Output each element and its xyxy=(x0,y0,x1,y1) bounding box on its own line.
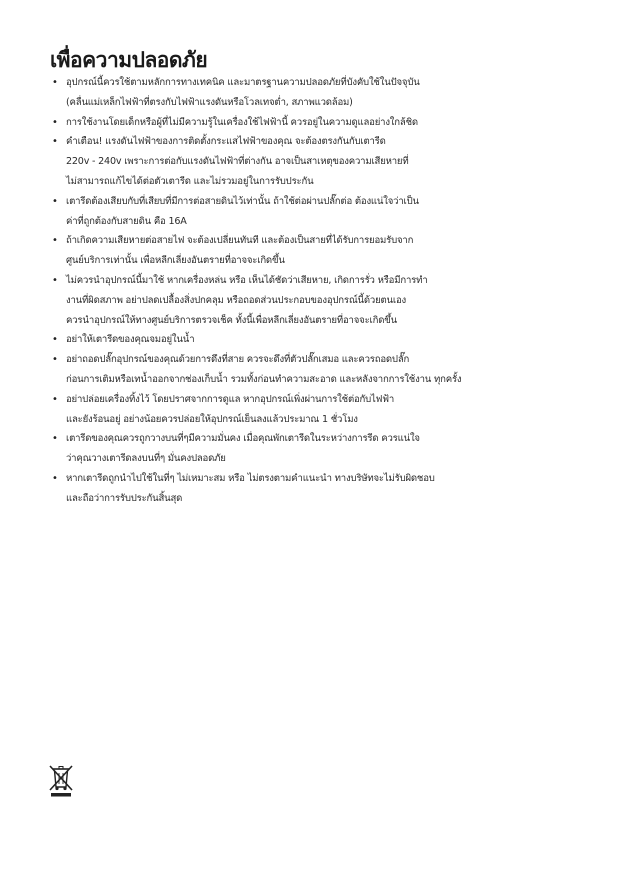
list-item-text-line: เตารีดต้องเสียบกับที่เสียบที่มีการต่อสายดินไว้เท่านั้น ถ้าใช้ต่อผ่านปลั๊กต่อ ต้องแน่ใจว่าเป็น xyxy=(66,195,419,207)
safety-instructions-list xyxy=(50,73,570,509)
bullet-icon: • xyxy=(52,354,58,366)
bullet-icon: • xyxy=(52,77,58,88)
list-item-text-line: อย่าปล่อยเครื่องทิ้งไว้ โดยปราศจากการดูแล หากอุปกรณ์เพิ่งผ่านการใช้ต่อกับไฟฟ้า xyxy=(66,393,395,405)
list-item xyxy=(50,132,570,191)
page-title: เพื่อความปลอดภัย xyxy=(50,48,208,72)
list-item-text-line: อย่าถอดปลั๊กอุปกรณ์ของคุณด้วยการดึงที่สาย ควรจะดึงที่ตัวปลั๊กเสมอ และควรถอดปลั๊ก xyxy=(66,354,410,366)
bullet-icon: • xyxy=(52,116,58,128)
list-item-text-line: ควรนำอุปกรณ์ให้ทางศูนย์บริการตรวจเช็ค ทั้งนี้เพื่อหลีกเลี่ยงอันตรายที่อาจจะเกิดขึ้น xyxy=(66,314,397,326)
list-item-text-line: ว่าคุณวางเตารีดลงบนที่ๆ มั่นคงปลอดภัย xyxy=(66,453,226,465)
list-item-text-line: งานที่ผิดสภาพ อย่าปลดเปลื้องสิ่งปกคลุม หรือถอดส่วนประกอบของอุปกรณ์นี้ด้วยตนเอง xyxy=(66,294,407,306)
bullet-icon: • xyxy=(52,472,58,484)
list-item-text-line: ก่อนการเติมหรือเทน้ำออกจากช่องเก็บน้ำ รวมทั้งก่อนทำความสะอาด และหลังจากการใช้งาน ทุกครั้ง xyxy=(66,373,462,385)
list-item-text-line: 220v - 240v เพราะการต่อกับแรงดันไฟฟ้าที่ต่างกัน อาจเป็นสาเหตุของความเสียหายที่ xyxy=(66,156,409,168)
list-item xyxy=(50,429,570,469)
list-item xyxy=(50,73,570,113)
list-item-text-line: คำเตือน! แรงดันไฟฟ้าของการติดตั้งกระแสไฟฟ้าของคุณ จะต้องตรงกันกับเตารีด xyxy=(66,136,386,148)
list-item-text-line: ค่าที่ถูกต้องกับสายดิน คือ 16A xyxy=(66,215,187,227)
crossed-out-wheelie-bin-icon xyxy=(48,763,74,797)
list-item-text-line: เตารีดของคุณควรถูกวางบนที่ๆมีความมั่นคง เมื่อคุณพักเตารีดในระหว่างการรีด ควรแน่ใจ xyxy=(66,433,420,445)
list-item-text-line: ถ้าเกิดความเสียหายต่อสายไฟ จะต้องเปลี่ยนทันที และต้องเป็นสายที่ได้รับการยอมรับจาก xyxy=(66,235,414,247)
bullet-icon: • xyxy=(52,433,58,445)
list-item xyxy=(50,192,570,232)
list-item-text-line: การใช้งานโดยเด็กหรือผู้ที่ไม่มีความรู้ในเครื่องใช้ไฟฟ้านี้ ควรอยู่ในความดูแลอย่างใกล้ชิด xyxy=(66,116,418,128)
list-item xyxy=(50,350,570,390)
bullet-icon: • xyxy=(52,274,58,286)
list-item-text-line: ไม่สามารถแก้ไขได้ต่อตัวเตารีด และไม่รวมอยู่ในการรับประกัน xyxy=(66,175,314,187)
bullet-icon: • xyxy=(52,195,58,207)
list-item-text-line: หากเตารีดถูกนำไปใช้ในที่ๆ ไม่เหมาะสม หรือ ไม่ตรงตามคำแนะนำ ทางบริษัทจะไม่รับผิดชอบ xyxy=(66,472,435,484)
list-item xyxy=(50,113,570,133)
bullet-icon: • xyxy=(52,235,58,247)
bullet-icon: • xyxy=(52,393,58,405)
list-item xyxy=(50,330,570,350)
list-item-text-line: ศูนย์บริการเท่านั้น เพื่อหลีกเลี่ยงอันตรายที่อาจจะเกิดขึ้น xyxy=(66,255,285,267)
list-item-text-line: ไม่ควรนำอุปกรณ์นี้มาใช้ หากเครื่องหล่น หรือ เห็นได้ชัดว่าเสียหาย, เกิดการรั่ว หรือมีการทำ xyxy=(66,274,428,286)
list-item xyxy=(50,390,570,430)
list-item xyxy=(50,469,570,509)
list-item xyxy=(50,271,570,330)
list-item-text-line: อย่าให้เตารีดของคุณจมอยู่ในน้ำ xyxy=(66,334,195,346)
list-item-text-line: และถือว่าการรับประกันสิ้นสุด xyxy=(66,492,183,504)
list-item-text-line: อุปกรณ์นี้ควรใช้ตามหลักการทางเทคนิค และมาตรฐานความปลอดภัยที่บังคับใช้ในปัจจุบัน xyxy=(66,77,420,88)
bullet-icon: • xyxy=(52,136,58,148)
bullet-icon: • xyxy=(52,334,58,346)
list-item-text-line: และยังร้อนอยู่ อย่างน้อยควรปล่อยให้อุปกรณ์เย็นลงแล้วประมาณ 1 ชั่วโมง xyxy=(66,413,358,425)
list-item xyxy=(50,231,570,271)
list-item-text-line: (คลื่นแม่เหล็กไฟฟ้าที่ตรงกับไฟฟ้าแรงดันหรือโวลเทจต่ำ, สภาพแวดล้อม) xyxy=(66,96,353,108)
